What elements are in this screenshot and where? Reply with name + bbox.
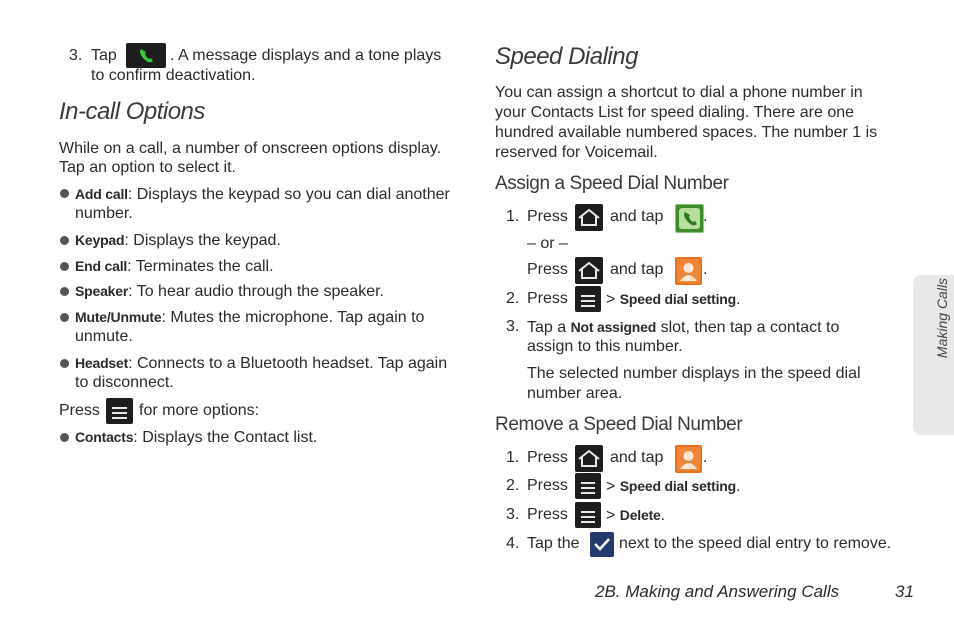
intro-text: hundred available numbered spaces. The number 1 is bbox=[495, 124, 878, 141]
press-text: Press bbox=[59, 402, 100, 419]
intro-text: Tap an option to select it. bbox=[59, 159, 236, 176]
list-item bbox=[75, 427, 317, 448]
bullet-dot bbox=[60, 359, 69, 368]
list-item bbox=[75, 281, 384, 302]
step-text: and tap bbox=[610, 449, 664, 466]
option-name: Speaker bbox=[75, 283, 129, 299]
step-text bbox=[606, 289, 740, 310]
list-item bbox=[75, 307, 424, 328]
option-desc: : Mutes the microphone. Tap again to bbox=[161, 309, 425, 326]
contacts-app-icon bbox=[675, 445, 702, 473]
bullet-dot bbox=[60, 287, 69, 296]
step-text: next to the speed dial entry to remove. bbox=[619, 535, 892, 552]
menu-icon bbox=[575, 502, 601, 528]
home-icon bbox=[575, 257, 603, 284]
menu-icon bbox=[575, 473, 601, 499]
subheading: Remove a Speed Dial Number bbox=[495, 414, 743, 435]
bullet-dot bbox=[60, 262, 69, 271]
step-number: 1. bbox=[506, 208, 520, 225]
menu-icon bbox=[106, 398, 133, 424]
bullet-dot bbox=[60, 433, 69, 442]
option-desc: : Displays the keypad. bbox=[124, 232, 281, 249]
option-name: End call bbox=[75, 258, 128, 274]
home-icon bbox=[575, 445, 603, 472]
note-text: number area. bbox=[527, 385, 623, 402]
option-name: Add call bbox=[75, 186, 128, 202]
option-name: Keypad bbox=[75, 232, 125, 248]
bullet-dot bbox=[60, 189, 69, 198]
option-desc: : Connects to a Bluetooth headset. Tap again bbox=[128, 355, 448, 372]
option-desc: : Terminates the call. bbox=[127, 258, 274, 275]
punct: . bbox=[703, 208, 708, 225]
bullet-dot bbox=[60, 236, 69, 245]
menu-option: Speed dial setting bbox=[619, 291, 736, 307]
step-text: Press bbox=[527, 290, 568, 307]
step-text: Press bbox=[527, 477, 568, 494]
step-text-line2: assign to this number. bbox=[527, 338, 683, 355]
step-text: and tap bbox=[610, 261, 664, 278]
section-heading: Speed Dialing bbox=[495, 43, 638, 70]
step-number: 3. bbox=[69, 47, 83, 64]
step-text: and tap bbox=[610, 208, 664, 225]
contacts-app-icon bbox=[675, 257, 702, 285]
option-name: Headset bbox=[75, 355, 129, 371]
step-text: Press bbox=[527, 261, 568, 278]
step-text: Tap the bbox=[527, 535, 580, 552]
menu-option: Delete bbox=[619, 507, 661, 523]
option-desc: : Displays the keypad so you can dial another bbox=[127, 186, 450, 203]
subheading: Assign a Speed Dial Number bbox=[495, 173, 729, 194]
option-name: Contacts bbox=[75, 429, 134, 445]
checkmark-icon bbox=[590, 532, 614, 557]
step-text: Tap bbox=[91, 47, 117, 64]
step-text: Press bbox=[527, 208, 568, 225]
step-number: 2. bbox=[506, 290, 520, 307]
intro-text: You can assign a shortcut to dial a phone number in bbox=[495, 84, 863, 101]
list-item bbox=[75, 256, 274, 277]
phone-app-icon bbox=[675, 204, 704, 233]
list-item-cont: number. bbox=[75, 205, 133, 222]
step-number: 1. bbox=[506, 449, 520, 466]
punct: . bbox=[703, 449, 708, 466]
arrow-sep: > bbox=[606, 291, 616, 308]
step-text bbox=[606, 505, 665, 526]
home-icon bbox=[575, 204, 603, 231]
list-item-cont: unmute. bbox=[75, 328, 133, 345]
step-text-cont: . A message displays and a tone plays bbox=[170, 47, 442, 64]
press-text-cont: for more options: bbox=[139, 402, 260, 419]
punct: . bbox=[736, 291, 741, 308]
phone-call-icon bbox=[126, 43, 166, 68]
step-text-line2: to confirm deactivation. bbox=[91, 67, 256, 84]
text: Tap a bbox=[527, 319, 567, 336]
or-text: – or – bbox=[527, 235, 568, 252]
footer-chapter: 2B. Making and Answering Calls bbox=[595, 582, 840, 601]
step-number: 4. bbox=[506, 535, 520, 552]
intro-text: reserved for Voicemail. bbox=[495, 144, 658, 161]
step-number: 2. bbox=[506, 477, 520, 494]
bullet-dot bbox=[60, 313, 69, 322]
step-number: 3. bbox=[506, 318, 520, 335]
step-number: 3. bbox=[506, 506, 520, 523]
list-item bbox=[75, 353, 447, 374]
text: slot, then tap a contact to bbox=[660, 319, 840, 336]
step-text bbox=[527, 317, 839, 338]
step-text: Press bbox=[527, 449, 568, 466]
slot-label: Not assigned bbox=[570, 319, 657, 335]
list-item-cont: to disconnect. bbox=[75, 374, 174, 391]
section-heading: In-call Options bbox=[59, 98, 205, 125]
list-item bbox=[75, 230, 281, 251]
chapter-side-tab bbox=[913, 275, 954, 435]
intro-text: While on a call, a number of onscreen options display. bbox=[59, 140, 442, 157]
arrow-sep: > bbox=[606, 478, 616, 495]
list-item bbox=[75, 184, 450, 205]
menu-icon bbox=[575, 286, 601, 312]
step-text: Press bbox=[527, 506, 568, 523]
side-tab-label: Making Calls bbox=[934, 277, 950, 359]
option-desc: : Displays the Contact list. bbox=[133, 429, 318, 446]
option-name: Mute/Unmute bbox=[75, 309, 162, 325]
punct: . bbox=[703, 261, 708, 278]
menu-option: Speed dial setting bbox=[619, 478, 736, 494]
intro-text: your Contacts List for speed dialing. There are one bbox=[495, 104, 855, 121]
step-text bbox=[606, 476, 740, 497]
punct: . bbox=[736, 478, 741, 495]
page-number: 31 bbox=[895, 582, 914, 601]
punct: . bbox=[660, 507, 666, 524]
option-desc: : To hear audio through the speaker. bbox=[128, 283, 384, 300]
note-text: The selected number displays in the speed dial bbox=[527, 365, 861, 382]
arrow-sep: > bbox=[606, 507, 616, 524]
